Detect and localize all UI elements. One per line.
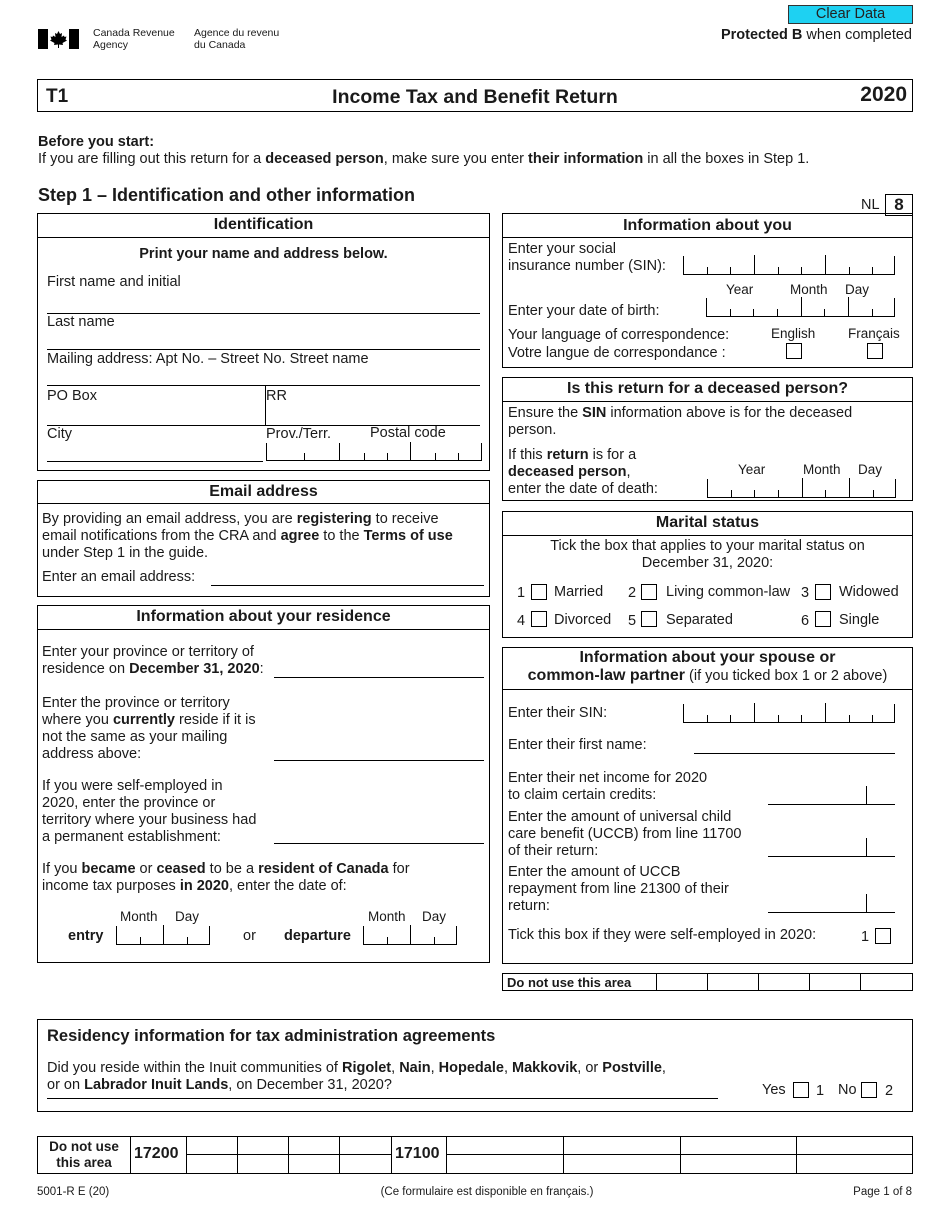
- dob-day-label: Day: [845, 282, 870, 297]
- residency-no-checkbox[interactable]: [861, 1082, 877, 1098]
- prov-label: Prov./Terr.: [266, 426, 331, 442]
- married-number: 1: [517, 585, 526, 601]
- sin-label: Enter your social insurance number (SIN):: [508, 241, 666, 274]
- common-law-number: 2: [628, 585, 637, 601]
- do-not-use-area: [502, 973, 913, 991]
- divorced-checkbox[interactable]: [531, 611, 547, 627]
- prov-code-box: 8: [885, 194, 913, 216]
- city-label: City: [47, 426, 72, 442]
- residence-province-field[interactable]: [274, 677, 484, 678]
- office-use-table: [37, 1136, 913, 1174]
- dob-label: Enter your date of birth:: [508, 303, 660, 319]
- married-checkbox[interactable]: [531, 584, 547, 600]
- date-of-death-label: If this return is for a deceased person, enter the date of death:: [508, 447, 658, 497]
- before-start-label: Before you start:: [38, 134, 155, 150]
- residency-yes-checkbox[interactable]: [793, 1082, 809, 1098]
- email-section: [37, 480, 490, 597]
- entry-month-label: Month: [120, 909, 158, 924]
- spouse-uccb-field[interactable]: [768, 839, 895, 857]
- spouse-title: Information about your spouse or common-law partner (if you ticked box 1 or 2 above): [503, 648, 912, 690]
- spouse-net-income-field[interactable]: [768, 787, 895, 805]
- email-label: Enter an email address:: [42, 569, 196, 585]
- dob-year-label: Year: [726, 282, 754, 297]
- marital-title: Marital status: [503, 512, 912, 536]
- spouse-first-name-label: Enter their first name:: [508, 737, 647, 753]
- agency-name-en: Canada Revenue Agency: [93, 27, 175, 51]
- spouse-self-employed-checkbox[interactable]: [875, 928, 891, 944]
- canada-flag-logo: [38, 29, 79, 49]
- identification-title: Identification: [38, 214, 489, 238]
- residency-underline: [47, 1098, 718, 1099]
- page-number: Page 1 of 8: [853, 1186, 912, 1198]
- before-start-text: If you are filling out this return for a deceased person, make sure you enter their information in all the boxes in Step 1.: [38, 151, 810, 167]
- deceased-sin-note: Ensure the SIN information above is for the deceased person.: [508, 405, 853, 438]
- residency-yes-number: 1: [816, 1083, 825, 1099]
- departure-label: departure: [284, 928, 351, 944]
- form-code: T1: [46, 86, 69, 107]
- separated-label: Separated: [666, 612, 733, 628]
- residence-q2: Enter the province or territory where you currently reside if it is not the same as your mailing address above:: [42, 695, 256, 762]
- form-year: 2020: [860, 83, 907, 106]
- separated-checkbox[interactable]: [641, 611, 657, 627]
- departure-date-field[interactable]: [363, 926, 457, 945]
- identification-instruction: Print your name and address below.: [139, 246, 388, 262]
- separated-number: 5: [628, 613, 637, 629]
- spouse-uccb-repayment-field[interactable]: [768, 895, 895, 913]
- death-month-label: Month: [803, 462, 841, 477]
- postal-code-field[interactable]: [340, 443, 482, 461]
- residence-q3: If you were self-employed in 2020, enter the province or territory where your business had a permanent establishment:: [42, 778, 257, 845]
- widowed-label: Widowed: [839, 584, 899, 600]
- deceased-title: Is this return for a deceased person?: [503, 378, 912, 402]
- about-you-title: Information about you: [503, 214, 912, 238]
- entry-label: entry: [68, 928, 104, 944]
- spouse-section: [502, 647, 913, 964]
- residence-q1: Enter your province or territory of residence on December 31, 2020:: [42, 644, 264, 677]
- residency-no-label: No: [838, 1082, 857, 1098]
- residency-no-number: 2: [885, 1083, 894, 1099]
- city-field[interactable]: [47, 461, 263, 462]
- prov-field[interactable]: [266, 443, 340, 461]
- single-checkbox[interactable]: [815, 611, 831, 627]
- identification-section: [37, 213, 490, 471]
- about-you-section: [502, 213, 913, 368]
- francais-checkbox[interactable]: [867, 343, 883, 359]
- postal-code-label: Postal code: [370, 425, 446, 441]
- residency-agreements-section: [37, 1019, 913, 1112]
- english-label: English: [771, 326, 816, 341]
- divorced-number: 4: [517, 613, 526, 629]
- residence-q4: If you became or ceased to be a resident of Canada for income tax purposes in 2020, enter the date of:: [42, 861, 410, 894]
- code-17200: 17200: [134, 1145, 179, 1162]
- protected-b-note: Protected B when completed: [720, 27, 912, 43]
- married-label: Married: [554, 584, 604, 600]
- death-year-label: Year: [738, 462, 766, 477]
- email-consent-text: By providing an email address, you are registering to receive email notifications from the CRA and agree to the Terms of use under Step 1 in the guide.: [42, 511, 453, 561]
- sin-field[interactable]: [683, 256, 895, 275]
- mailing-address-field[interactable]: [47, 385, 480, 386]
- language-label: Your language of correspondence: Votre langue de correspondance :: [508, 327, 730, 361]
- residency-yes-label: Yes: [762, 1082, 786, 1098]
- do-not-use-label: Do not use this area: [507, 975, 632, 990]
- title-bar: [37, 79, 913, 112]
- spouse-uccb-label: Enter the amount of universal child care benefit (UCCB) from line 11700 of their return:: [508, 809, 742, 859]
- marital-instruction: Tick the box that applies to your marital status on December 31, 2020:: [550, 538, 865, 571]
- residence-section: [37, 605, 490, 963]
- dob-month-label: Month: [790, 282, 828, 297]
- english-checkbox[interactable]: [786, 343, 802, 359]
- business-province-field[interactable]: [274, 843, 484, 844]
- last-name-label: Last name: [47, 314, 115, 330]
- francais-label: Français: [848, 326, 900, 341]
- or-label: or: [243, 928, 256, 944]
- clear-data-button[interactable]: Clear Data: [788, 5, 913, 24]
- spouse-net-income-label: Enter their net income for 2020 to claim certain credits:: [508, 770, 708, 803]
- spouse-self-employed-number: 1: [861, 929, 870, 945]
- single-number: 6: [801, 613, 810, 629]
- deceased-section: [502, 377, 913, 501]
- form-title: Income Tax and Benefit Return: [332, 86, 618, 108]
- spouse-first-name-field[interactable]: [694, 753, 895, 754]
- widowed-checkbox[interactable]: [815, 584, 831, 600]
- dob-field[interactable]: [706, 298, 895, 317]
- spouse-sin-field[interactable]: [683, 704, 895, 723]
- spouse-uccb-repayment-label: Enter the amount of UCCB repayment from line 21300 of their return:: [508, 864, 729, 914]
- common-law-label: Living common-law: [666, 584, 791, 600]
- email-title: Email address: [38, 481, 489, 504]
- agency-name-fr: Agence du revenu du Canada: [194, 27, 280, 51]
- common-law-checkbox[interactable]: [641, 584, 657, 600]
- prov-code-label: NL: [861, 197, 880, 213]
- widowed-number: 3: [801, 585, 810, 601]
- residency-title: Residency information for tax administration agreements: [47, 1027, 496, 1045]
- email-field[interactable]: [211, 585, 484, 586]
- date-of-death-field[interactable]: [707, 479, 896, 498]
- death-day-label: Day: [858, 462, 883, 477]
- mailing-address-label: Mailing address: Apt No. – Street No. Street name: [47, 351, 369, 367]
- residency-question: Did you reside within the Inuit communities of Rigolet, Nain, Hopedale, Makkovik, or Postville, or on Labrador Inuit Lands, on December 31, 2020?: [47, 1060, 666, 1093]
- divorced-label: Divorced: [554, 612, 612, 628]
- entry-day-label: Day: [175, 909, 200, 924]
- spouse-self-employed-label: Tick this box if they were self-employed in 2020:: [508, 927, 817, 943]
- spouse-sin-label: Enter their SIN:: [508, 705, 608, 721]
- residence-title: Information about your residence: [38, 606, 489, 630]
- marital-status-section: [502, 511, 913, 638]
- departure-day-label: Day: [422, 909, 447, 924]
- french-availability-note: (Ce formulaire est disponible en français.): [380, 1186, 594, 1198]
- departure-month-label: Month: [368, 909, 406, 924]
- entry-date-field[interactable]: [116, 926, 210, 945]
- rr-label: RR: [266, 388, 287, 404]
- po-box-label: PO Box: [47, 388, 97, 404]
- step1-title: Step 1 – Identification and other information: [38, 185, 416, 205]
- office-use-label: Do not use this area: [49, 1139, 119, 1170]
- form-number: 5001-R E (20): [37, 1186, 110, 1198]
- current-province-field[interactable]: [274, 760, 484, 761]
- last-name-field[interactable]: [47, 349, 480, 350]
- single-label: Single: [839, 612, 880, 628]
- first-name-label: First name and initial: [47, 274, 181, 290]
- code-17100: 17100: [395, 1145, 440, 1162]
